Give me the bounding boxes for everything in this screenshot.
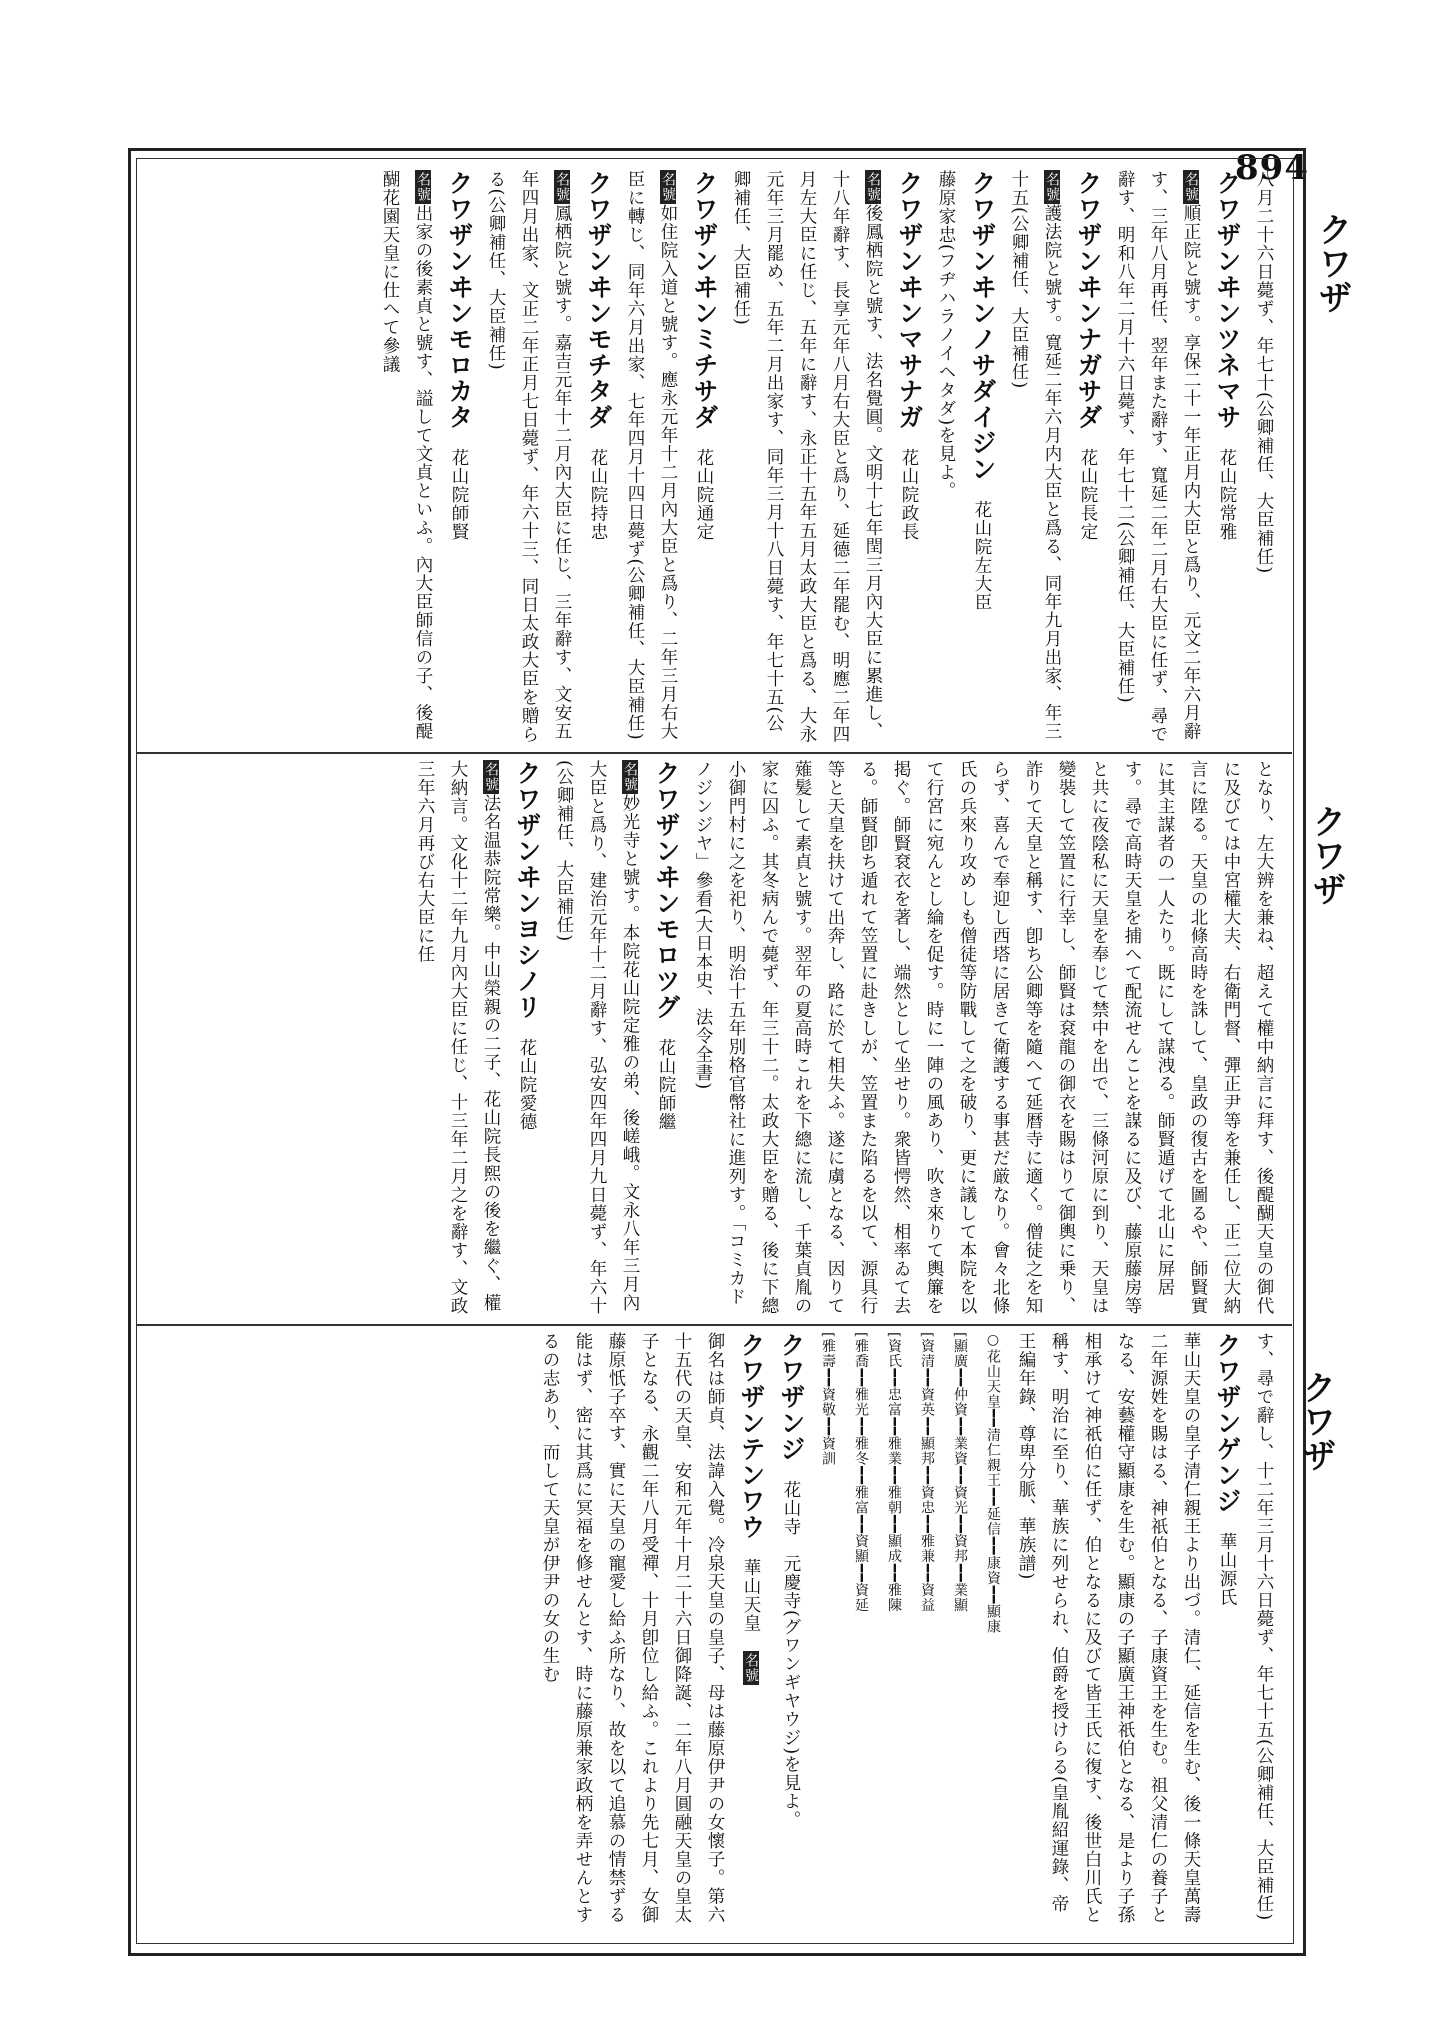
entry (724, 170, 929, 745)
running-head-2: クワザ (1306, 804, 1346, 906)
entry (408, 760, 547, 1316)
entry (771, 1332, 811, 1930)
entry (547, 760, 686, 1316)
entry (533, 1332, 771, 1930)
entry-heading: クワザンテンワウ (737, 1332, 766, 1540)
entry-author: 花山院師繼 (656, 1038, 676, 1131)
tier-3 (150, 1332, 1280, 1930)
entry-body: 如住院入道と號す。應永元年十二月內大臣と爲り、二年三月右大臣に轉じ、同年六月出家、七年四月十四日薨ず(公卿補任、大臣補任) (625, 170, 678, 741)
tier-divider-1 (136, 752, 1292, 754)
entry-heading: クワザンヰンモロカタ (445, 170, 474, 430)
name-tag: 名號 (483, 762, 499, 792)
entry-author: 花山寺 (781, 1480, 801, 1536)
genealogy-line: [雅壽━━資敬━━資訓 (820, 1332, 836, 1467)
entry (1009, 1332, 1247, 1930)
entry-author: 花山院長定 (1078, 448, 1098, 541)
entry-author: 花山院師賢 (449, 448, 469, 541)
name-tag: 名號 (865, 172, 881, 202)
entry-heading: クワザンヰンヨシノリ (513, 760, 542, 1020)
entry-body: 鳳栖院と號す。嘉吉元年十二月內大臣に任じ、三年辭す、文安五年四月出家、文正二年正月七日薨ず、年六十三、同日太政大臣を贈らる(公卿補任、大臣補任) (486, 170, 572, 744)
entry-body: 御名は師貞、法諱入覺。冷泉天皇の皇子、母は藤原伊尹の女懷子。第六十五代の天皇、安和元年十月二十六日御降誕、二年八月圓融天皇の皇太子となる、永觀二年八月受禪、十月卽位し給ふ。これより先七月、女御藤原忯子卒す、實に天皇の寵愛し給ふ所なり、故を以て追慕の情禁ずる能はず、密に其爲に冥福を修せんとす、時に藤原兼家政柄を弄せんとするの志あり、而して天皇が伊尹の女の生む (540, 1332, 725, 1924)
entry-heading: クワザンヰンミチサダ (690, 170, 719, 430)
running-head-3: クワザ (1296, 1370, 1336, 1472)
entry-author: 華山源氏 (1217, 1532, 1237, 1607)
entry-heading: クワザンヰンナガサダ (1074, 170, 1103, 430)
tier-2 (150, 760, 1280, 1316)
name-tag: 名號 (554, 172, 570, 202)
entry (479, 170, 618, 745)
tier-divider-2 (136, 1324, 1292, 1326)
entry-author: 花山院政長 (899, 448, 919, 541)
name-tag: 名號 (1044, 172, 1060, 202)
name-tag: 名號 (1183, 172, 1199, 202)
entry (1002, 170, 1108, 745)
entry-body: 出家の後素貞と號す、謚して文貞といふ。內大臣師信の子、後醍醐花園天皇に仕へて參議 (380, 170, 433, 741)
genealogy-line: ○花山天皇━━清仁親王━━延信━━康資━━顯康 (985, 1332, 1001, 1635)
entry-heading: クワザンゲンジ (1213, 1332, 1242, 1514)
entry-body: 法名温恭院常樂。中山榮親の二子、花山院長熙の後を繼ぐ、權大納言。文化十二年九月內大臣に任じ、十三年二月之を辭す、文政三年六月再び右大臣に任 (415, 760, 501, 1315)
entry-author: 花山院通定 (694, 448, 714, 541)
entry-heading: クワザンヰンマサナガ (895, 170, 924, 430)
entry-heading: クワザンヰンノサダイジン (968, 170, 997, 482)
entry (373, 170, 479, 745)
entry-continuation: す、尋で辭し、十二年三月十六日薨ず、年七十五(公卿補任、大臣補任) (1254, 1332, 1274, 1922)
entry-author: 華山天皇 (741, 1558, 761, 1633)
entry-body: 華山天皇の皇子清仁親王より出づ。清仁、延信を生む、後一條天皇萬壽二年源姓を賜はる、神祇伯となる、子康資王を生む。祖父清仁の養子となる、安藝權守顯康を生む。顯康の子顯廣王神祇伯となる、是より子孫相承けて神祇伯に任ず、伯となるに及びて皆王氏に復す、後世白川氏と稱す、明治に至り、華族に列せられ、伯爵を授けらる(皇胤紹運錄、帝王編年錄、尊卑分脈、華族譜) (1016, 1332, 1201, 1924)
entry-author: 花山院左大臣 (972, 500, 992, 612)
entry-continuation: 八月二十六日薨ず、年七十(公卿補任、大臣補任) (1254, 170, 1274, 575)
entry-body: 護法院と號す。寬延二年六月内大臣と爲る、同年九月出家、年三十五(公卿補任、大臣補任) (1009, 170, 1062, 741)
entry (1108, 170, 1247, 745)
entry-body: 順正院と號す。享保二十一年正月内大臣と爲り、元文二年六月辭す、三年八月再任、翌年また辭す、寬延二年二月右大臣に任ず、尋で辭す、明和八年二月十六日薨ず、年七十二(公卿補任、大臣補任) (1115, 170, 1201, 744)
entry-body: 元慶寺(グワンギヤウジ)を見よ。 (781, 1554, 801, 1830)
entry-author: 花山院持忠 (588, 448, 608, 541)
entry-heading: クワザンヰンモチタダ (584, 170, 613, 430)
name-tag: 名號 (622, 762, 638, 792)
entry-author: 花山院常雅 (1217, 448, 1237, 541)
running-head-1: クワザ (1312, 212, 1352, 314)
page-number: 894 (1235, 148, 1309, 188)
entry-heading: クワザンヰンツネマサ (1213, 170, 1242, 430)
entry-body: 後鳳栖院と號す、法名覺圓。文明十七年閏三月內大臣に累進し、十八年辭す、長享元年八月右大臣と爲り、延德二年罷む、明應二年四月左大臣に任じ、五年に辭す、永正十五年五月太政大臣と爲る、大永元年三月罷め、五年二月出家す、同年三月十八日薨す、年七十五(公卿補任、大臣補任) (731, 170, 883, 744)
name-tag: 名號 (743, 1653, 759, 1683)
name-tag: 名號 (415, 172, 431, 202)
entry-body: 藤原家忠(フヂハラノイヘタダ)を見よ。 (936, 170, 956, 501)
genealogy-line: [雅喬━━雅光━━雅冬━━雅富━━資顯━━資延 (853, 1332, 869, 1613)
entry (929, 170, 1002, 745)
entry-author: 花山院愛德 (517, 1038, 537, 1131)
genealogy-line: [顯廣━━仲資━━業資━━資光━━資邦━━業顯 (952, 1332, 968, 1613)
name-tag: 名號 (660, 172, 676, 202)
tier-1 (150, 170, 1280, 745)
entry-heading: クワザンジ (777, 1332, 806, 1462)
genealogy-line: [資氏━━忠富━━雅業━━雅朝━━顯成━━雅陳 (886, 1332, 902, 1613)
entry-continuation: となり、左大辨を兼ね、超えて權中納言に拜す、後醍醐天皇の御代に及びては中宮權大夫、右衛門督、彈正尹等を兼任し、正二位大納言に陞る。天皇の北條高時を誅して、皇政の復古を圖るや、師賢實に其主謀者の一人たり。既にして謀洩る。師賢遁げて北山に屏居す。尋で高時天皇を捕へて配流せんことを謀るに及び、藤原藤房等と共に夜陰私に天皇を奉じて禁中を出で、三條河原に到り、天皇は變裝して笠置に行幸し、師賢は袞龍の御衣を賜はりて御輿に乗り、詐りて天皇と稱す、卽ち公卿等を隨へて延暦寺に適く。僧徒之を知らず、喜んで奉迎し西塔に居きて衛護する事甚だ厳なり。會々北條氏の兵來り攻めしも僧徒等防戰して之を破り、更に議して本院を以て行宮に宛んとし綸を促す。時に一陣の風あり、吹き來りて輿簾を掲ぐ。師賢袞衣を著し、端然として坐せり。衆皆愕然、相率ゐて去る。師賢卽ち遁れて笠置に赴きしが、笠置また陷るを以て、源具行等と天皇を扶けて出奔し、路に於て相失ふ。遂に虜となる、因りて薙髪して素貞と號す。翌年の夏高時これを下總に流し、千葉貞胤の家に囚ふ。其冬病んで薨ず、年三十二。太政大臣を贈る、後に下總小御門村に之を祀り、明治十五年別格官幣社に進列す。「コミカドノジンジヤ」參看(大日本史、法令全書) (693, 760, 1274, 1315)
genealogy-line: [資清━━資英━━顯邦━━資忠━━雅兼━━資益 (919, 1332, 935, 1613)
entry-heading: クワザンヰンモロツグ (652, 760, 681, 1020)
entry-body: 妙光寺と號す。本院花山院定雅の弟、後嵯峨。文永八年三月內大臣と爲り、建治元年十二月辭す、弘安四年四月九日薨ず、年六十(公卿補任、大臣補任) (554, 760, 640, 1315)
entry (618, 170, 724, 745)
